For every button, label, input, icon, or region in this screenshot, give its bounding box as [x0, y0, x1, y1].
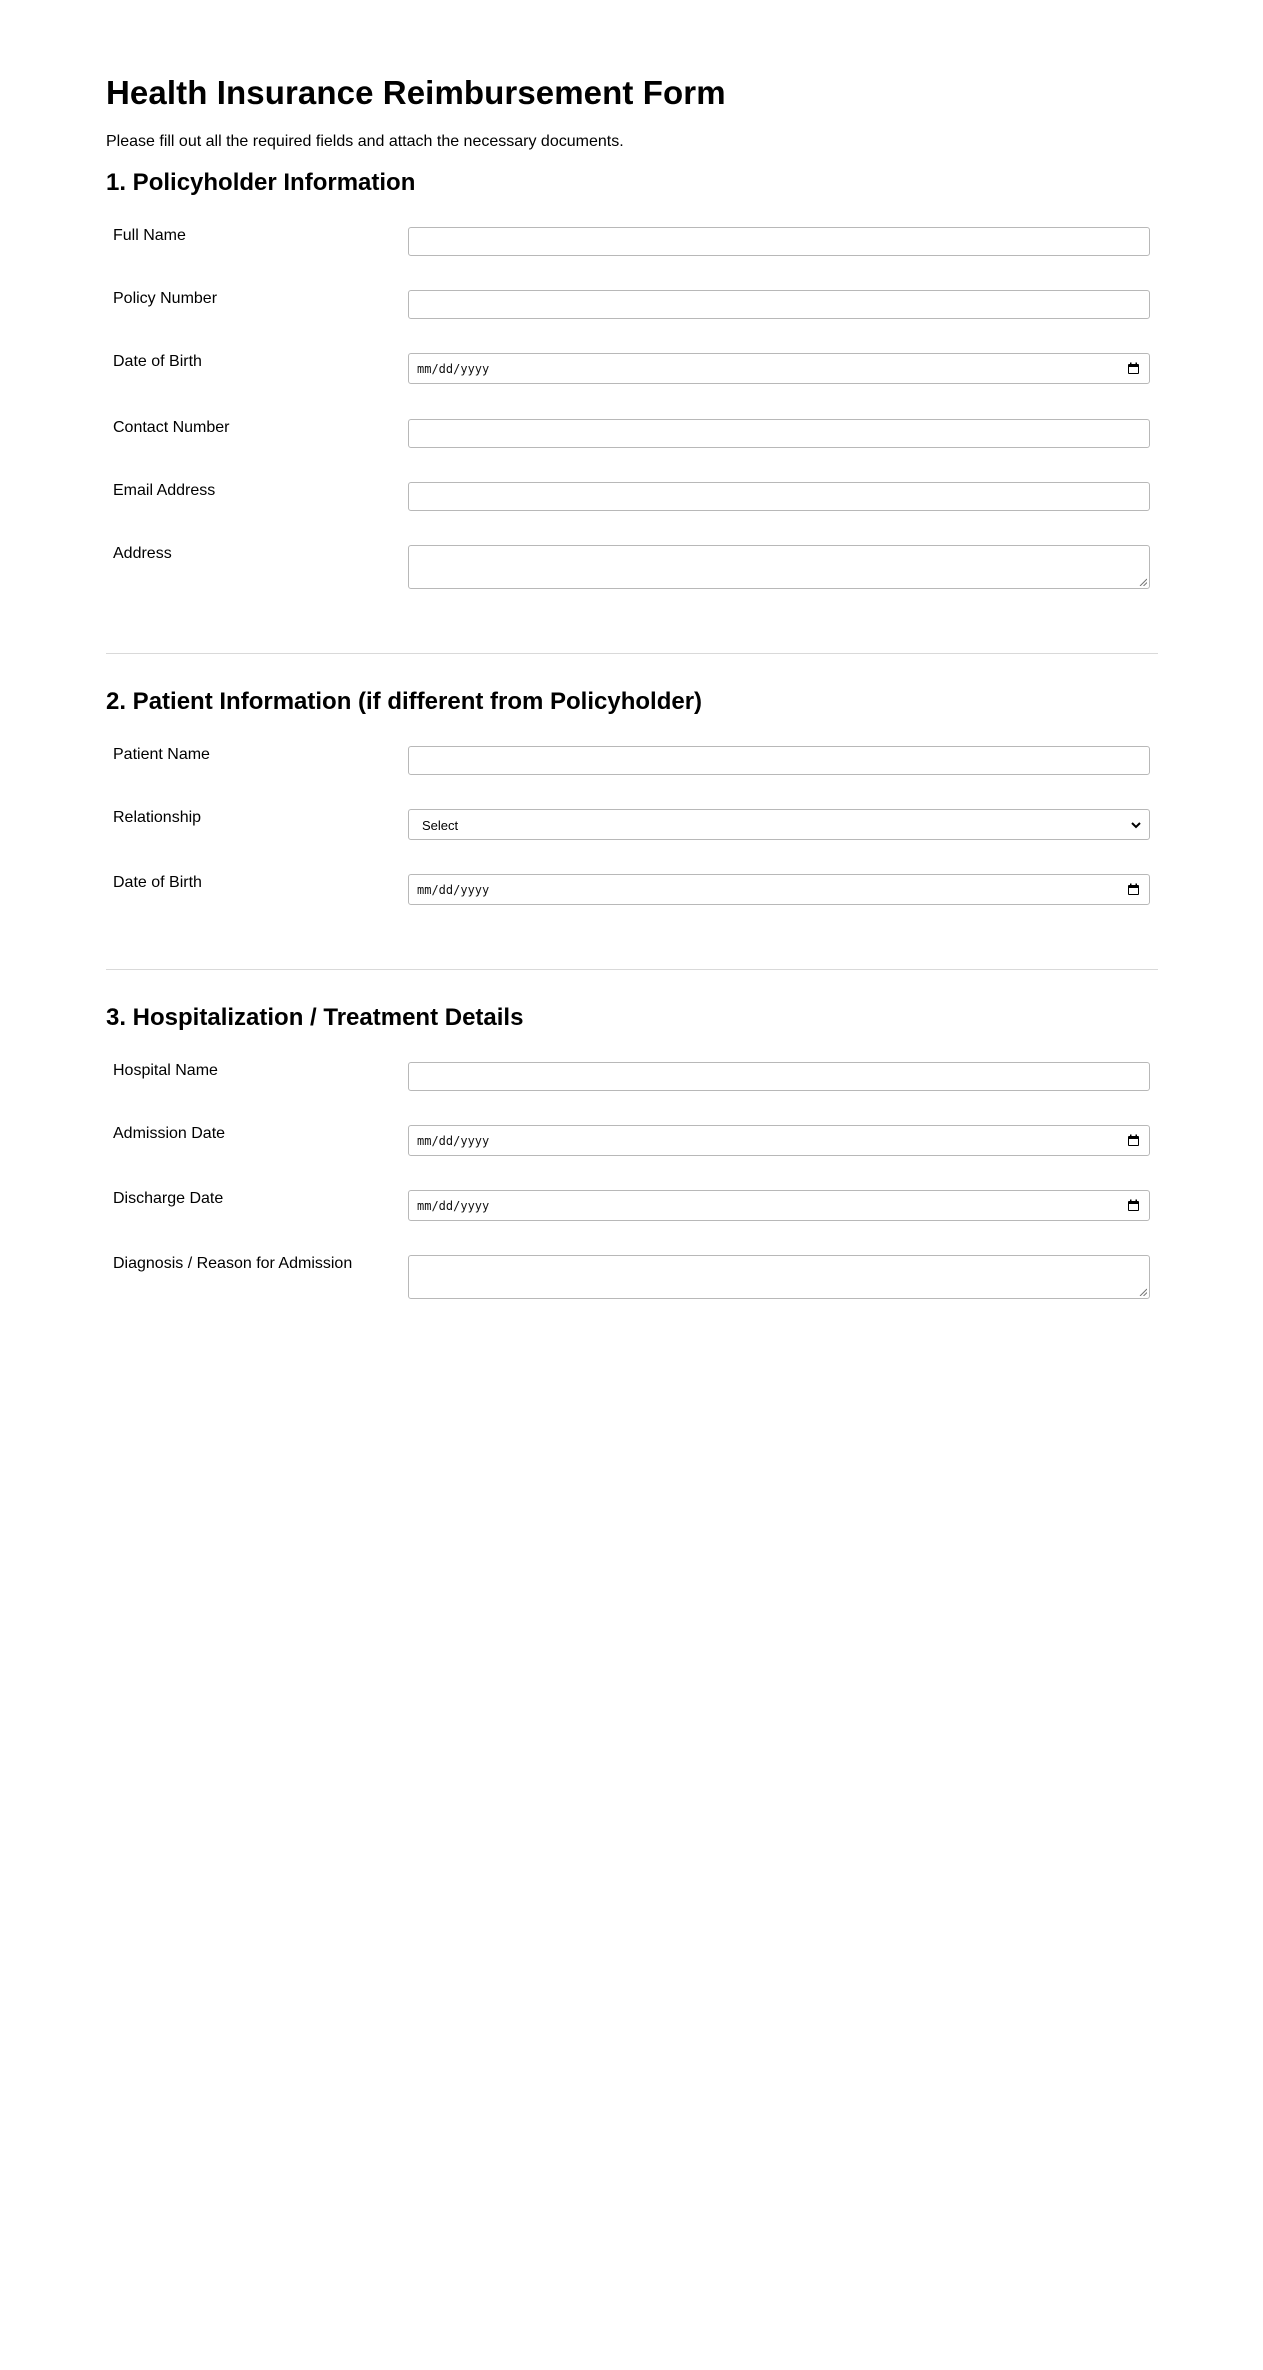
- relationship-select[interactable]: [408, 809, 1150, 840]
- calendar-icon[interactable]: [1127, 1199, 1140, 1212]
- calendar-icon[interactable]: [1127, 1134, 1140, 1147]
- chevron-down-icon: [1130, 820, 1142, 830]
- section-title-policyholder: 1. Policyholder Information: [106, 169, 416, 196]
- patient-dob-input[interactable]: [408, 874, 1150, 905]
- resize-grip-icon[interactable]: [1139, 578, 1147, 586]
- calendar-icon[interactable]: [1127, 362, 1140, 375]
- policyholder-dob-input[interactable]: [408, 353, 1150, 384]
- section-title-patient: 2. Patient Information (if different from Policyholder): [106, 688, 703, 715]
- email-address-input[interactable]: [408, 482, 1150, 511]
- patient-name-input[interactable]: [408, 746, 1150, 775]
- policyholder-dob-label: Date of Birth: [113, 353, 202, 370]
- relationship-select-value: Select: [422, 818, 459, 833]
- admission-date-label: Admission Date: [113, 1125, 226, 1142]
- discharge-date-input[interactable]: [408, 1190, 1150, 1221]
- date-placeholder: mm/dd/yyyy: [417, 883, 490, 897]
- form-title: Health Insurance Reimbursement Form: [106, 74, 726, 111]
- hospital-name-input[interactable]: [408, 1062, 1150, 1091]
- contact-number-label: Contact Number: [113, 419, 230, 436]
- full-name-label: Full Name: [113, 227, 186, 244]
- discharge-date-label: Discharge Date: [113, 1190, 224, 1207]
- calendar-icon[interactable]: [1127, 883, 1140, 896]
- section-title-hospitalization: 3. Hospitalization / Treatment Details: [106, 1004, 524, 1031]
- policy-number-input[interactable]: [408, 290, 1150, 319]
- date-placeholder: mm/dd/yyyy: [417, 362, 490, 376]
- date-placeholder: mm/dd/yyyy: [417, 1134, 490, 1148]
- diagnosis-label: Diagnosis / Reason for Admission: [113, 1255, 353, 1272]
- diagnosis-textarea[interactable]: [408, 1255, 1150, 1299]
- patient-dob-label: Date of Birth: [113, 874, 202, 891]
- admission-date-input[interactable]: [408, 1125, 1150, 1156]
- date-placeholder: mm/dd/yyyy: [417, 1199, 490, 1213]
- address-textarea[interactable]: [408, 545, 1150, 589]
- address-label: Address: [113, 545, 172, 562]
- relationship-label: Relationship: [113, 809, 202, 826]
- full-name-input[interactable]: [408, 227, 1150, 256]
- section-divider: [106, 653, 1158, 654]
- patient-name-label: Patient Name: [113, 746, 210, 763]
- form-intro: Please fill out all the required fields and attach the necessary documents.: [106, 133, 624, 150]
- section-divider: [106, 969, 1158, 970]
- resize-grip-icon[interactable]: [1139, 1288, 1147, 1296]
- email-address-label: Email Address: [113, 482, 216, 499]
- hospital-name-label: Hospital Name: [113, 1062, 218, 1079]
- contact-number-input[interactable]: [408, 419, 1150, 448]
- policy-number-label: Policy Number: [113, 290, 218, 307]
